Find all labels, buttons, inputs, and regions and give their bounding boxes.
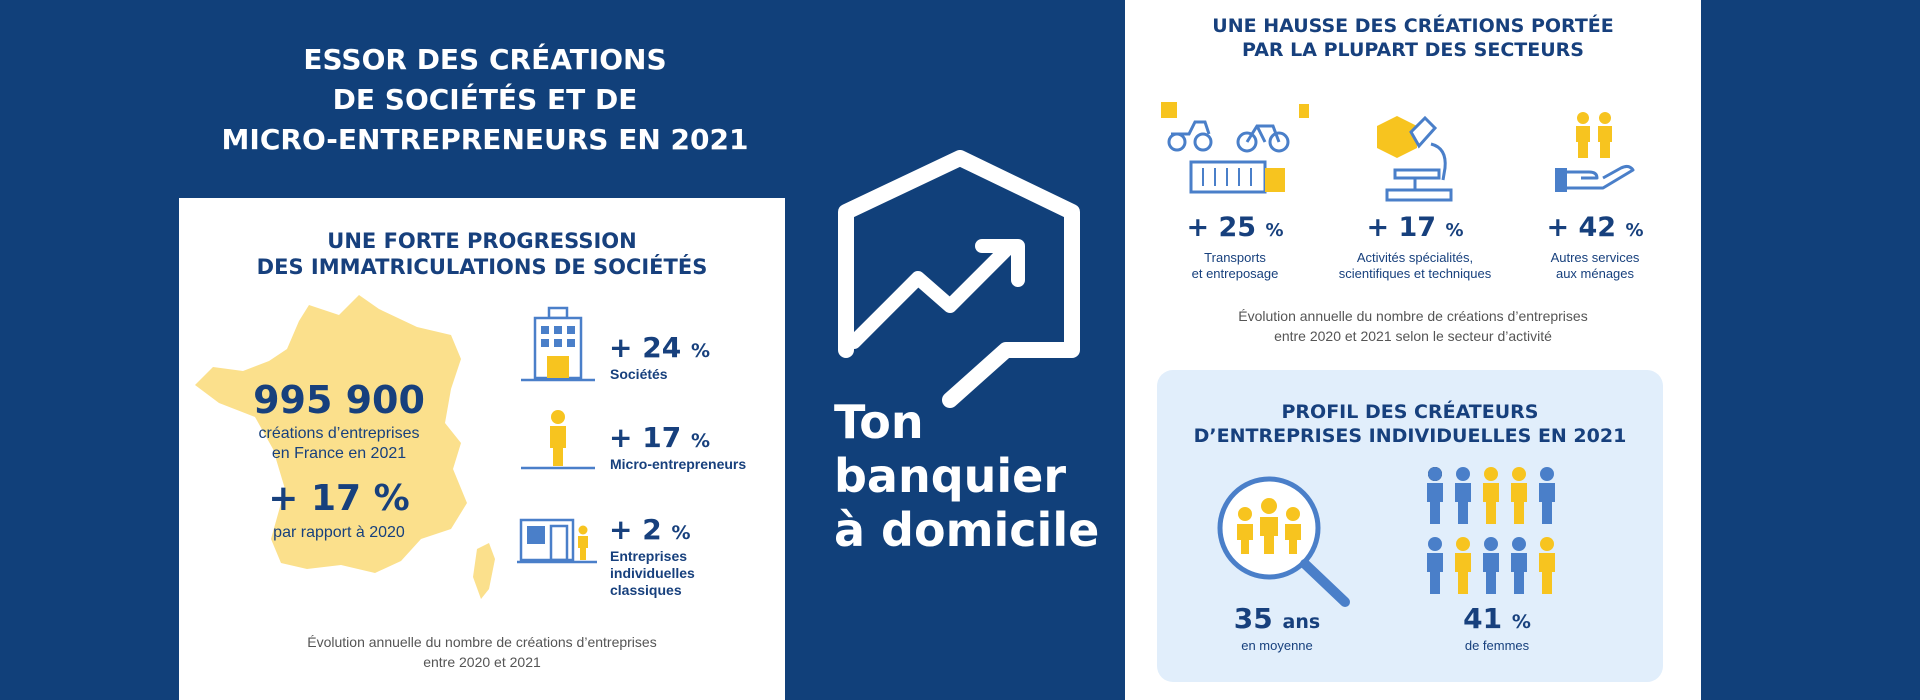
stat-micro-value: + 17 % xyxy=(609,421,710,454)
sector-scientifique-value: + 17 % xyxy=(1366,212,1464,243)
main-title: ESSOR DES CRÉATIONS DE SOCIÉTÉS ET DE MICRO-ENTREPRENEURS EN 2021 xyxy=(221,43,749,156)
brand-name: Ton banquier à domicile xyxy=(834,395,1100,557)
right-card-title: UNE HAUSSE DES CRÉATIONS PORTÉE PAR LA PLUPART DES SECTEURS xyxy=(1212,15,1614,61)
stat-ei-label: Entreprises individuelles classiques xyxy=(610,548,695,598)
sector-menages-value: + 42 % xyxy=(1546,212,1644,243)
left-caption: Évolution annuelle du nombre de créations d’entreprises entre 2020 et 2021 xyxy=(307,634,657,670)
stat-ei-value: + 2 % xyxy=(609,513,691,546)
total-creations-value: 995 900 xyxy=(253,378,425,422)
microscope-icon xyxy=(1375,114,1465,204)
sector-scientifique-label: Activités spécialités, scientifiques et techniques xyxy=(1338,250,1492,281)
profile-panel xyxy=(1157,370,1663,682)
sector-transport-label: Transports et entreposage xyxy=(1191,250,1279,281)
person-icon xyxy=(521,408,595,470)
shop-icon xyxy=(517,516,597,564)
stat-societes-value: + 24 % xyxy=(609,331,710,364)
left-card-title: UNE FORTE PROGRESSION DES IMMATRICULATIONS DE SOCIÉTÉS xyxy=(256,229,708,279)
right-caption: Évolution annuelle du nombre de créations d’entreprises entre 2020 et 2021 selon le secteur d’activité xyxy=(1238,308,1588,344)
women-value: 41 % xyxy=(1463,602,1531,635)
magnifier-people-icon xyxy=(1215,474,1355,610)
age-label: en moyenne xyxy=(1241,638,1313,653)
age-value: 35 ans xyxy=(1233,602,1321,635)
transport-icon xyxy=(1159,100,1309,200)
house-growth-logo-icon xyxy=(832,150,1092,410)
profile-title: PROFIL DES CRÉATEURS D’ENTREPRISES INDIVIDUELLES EN 2021 xyxy=(1193,401,1627,447)
right-card xyxy=(1125,0,1701,700)
people-grid-icon xyxy=(1425,466,1567,604)
left-card xyxy=(179,198,785,700)
growth-value: + 17 % xyxy=(268,478,410,519)
stat-societes-label: Sociétés xyxy=(610,366,668,382)
total-creations-label: créations d’entreprises en France en 2021 xyxy=(258,425,420,462)
growth-label: par rapport à 2020 xyxy=(273,524,405,541)
building-icon xyxy=(521,306,595,382)
women-label: de femmes xyxy=(1464,638,1530,653)
stat-micro-label: Micro-entrepreneurs xyxy=(610,456,747,472)
sector-menages-label: Autres services aux ménages xyxy=(1550,250,1640,281)
household-icon xyxy=(1553,110,1637,200)
sector-transport-value: + 25 % xyxy=(1186,212,1284,243)
